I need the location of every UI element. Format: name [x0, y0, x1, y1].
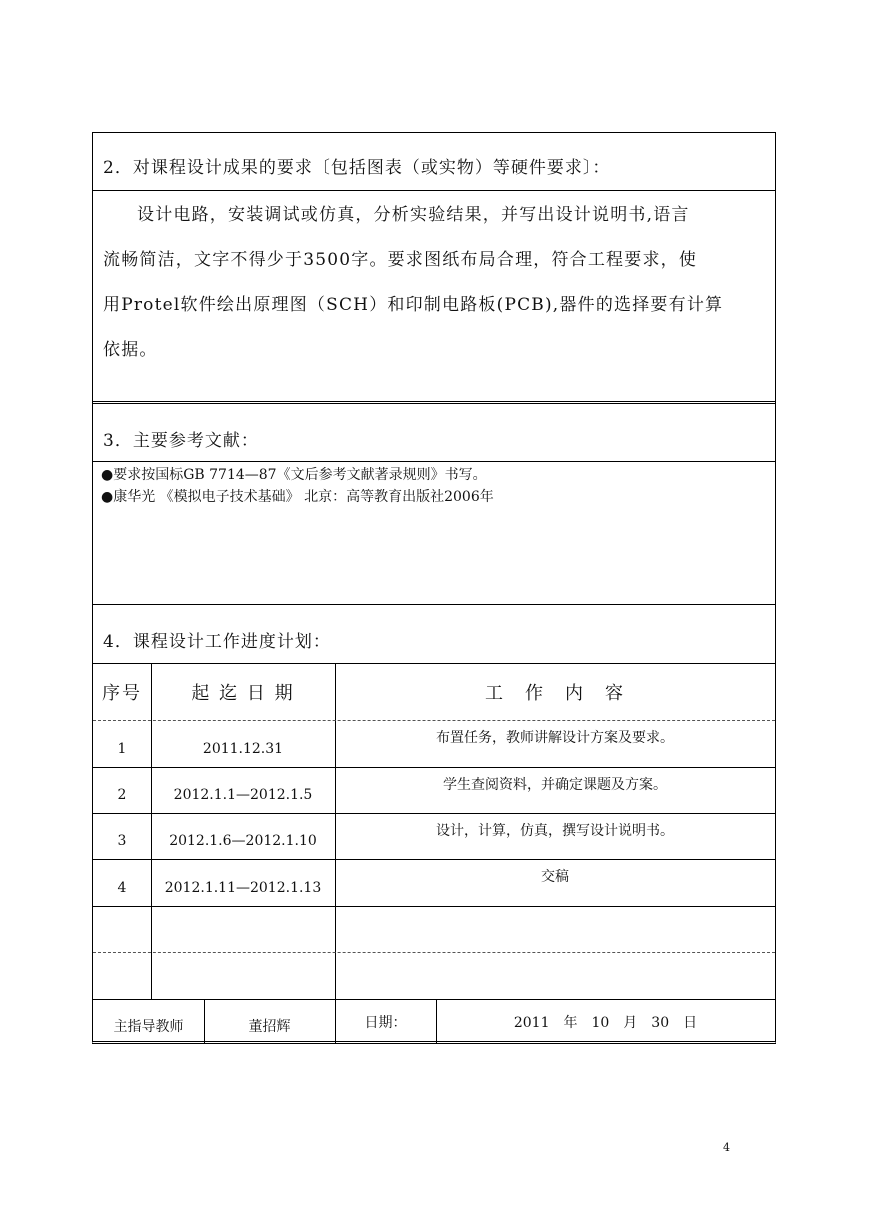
- table-row-2-content: 学生查阅资料，并确定课题及方案。: [443, 777, 667, 793]
- supervisor-name: 董招辉: [248, 1018, 291, 1035]
- task-form: [92, 132, 776, 1044]
- section4-heading-row: [93, 605, 775, 664]
- section2-line-2: 流畅简洁，文字不得少于3500字。要求图纸布局合理，符合工程要求，使: [103, 250, 698, 270]
- table-row-4-no: 4: [117, 879, 127, 896]
- section3-heading-row: [93, 404, 775, 462]
- section2-body: [93, 191, 775, 404]
- supervisor-label: 主指导教师: [113, 1018, 184, 1035]
- reference-list: [101, 464, 494, 508]
- section2-line-4: 依据。: [103, 340, 158, 360]
- section2-line-1: 设计电路，安装调试或仿真，分析实验结果，并写出设计说明书,语言: [137, 205, 690, 225]
- table-row-4-date: 2012.1.11—2012.1.13: [164, 879, 322, 896]
- section2-line-3: 用Protel软件绘出原理图（SCH）和印制电路板(PCB),器件的选择要有计算: [103, 295, 724, 315]
- table-row-1-no: 1: [117, 740, 127, 757]
- table-row-empty: [93, 952, 775, 999]
- date-label: 日期：: [364, 1014, 407, 1031]
- page-number: 4: [723, 1141, 730, 1154]
- table-row-empty: [93, 906, 775, 952]
- table-row-4-content: 交稿: [541, 869, 569, 885]
- reference-item: ●要求按国标GB 7714—87《文后参考文献著录规则》书写。: [101, 467, 487, 483]
- table-row-2-date: 2012.1.1—2012.1.5: [173, 786, 313, 803]
- table-row-2-no: 2: [117, 786, 127, 803]
- schedule-table: [93, 664, 775, 999]
- section3-body: [93, 462, 775, 605]
- section2-heading: 2．对课程设计成果的要求〔包括图表（或实物）等硬件要求〕：: [103, 158, 611, 178]
- table-row-3-date: 2012.1.6—2012.1.10: [169, 832, 317, 849]
- section3-heading: 3．主要参考文献：: [103, 431, 259, 451]
- date-value: 2011 年 10 月 30 日: [513, 1014, 698, 1031]
- table-row-3-content: 设计，计算，仿真，撰写设计说明书。: [436, 823, 674, 839]
- section4-heading: 4．课程设计工作进度计划：: [103, 632, 331, 652]
- table-row-1-content: 布置任务，教师讲解设计方案及要求。: [436, 730, 674, 746]
- schedule-header-no: 序号: [102, 683, 142, 704]
- section2-heading-row: [93, 133, 775, 191]
- schedule-header-date: 起 迄 日 期: [191, 683, 295, 704]
- section2-paragraph: [103, 193, 767, 373]
- signature-row: [93, 999, 775, 1043]
- schedule-header-content: 工 作 内 容: [485, 683, 625, 704]
- table-row-3-no: 3: [117, 832, 127, 849]
- reference-item: ●康华光 《模拟电子技术基础》 北京：高等教育出版社2006年: [101, 489, 494, 505]
- table-row-1-date: 2011.12.31: [202, 740, 284, 757]
